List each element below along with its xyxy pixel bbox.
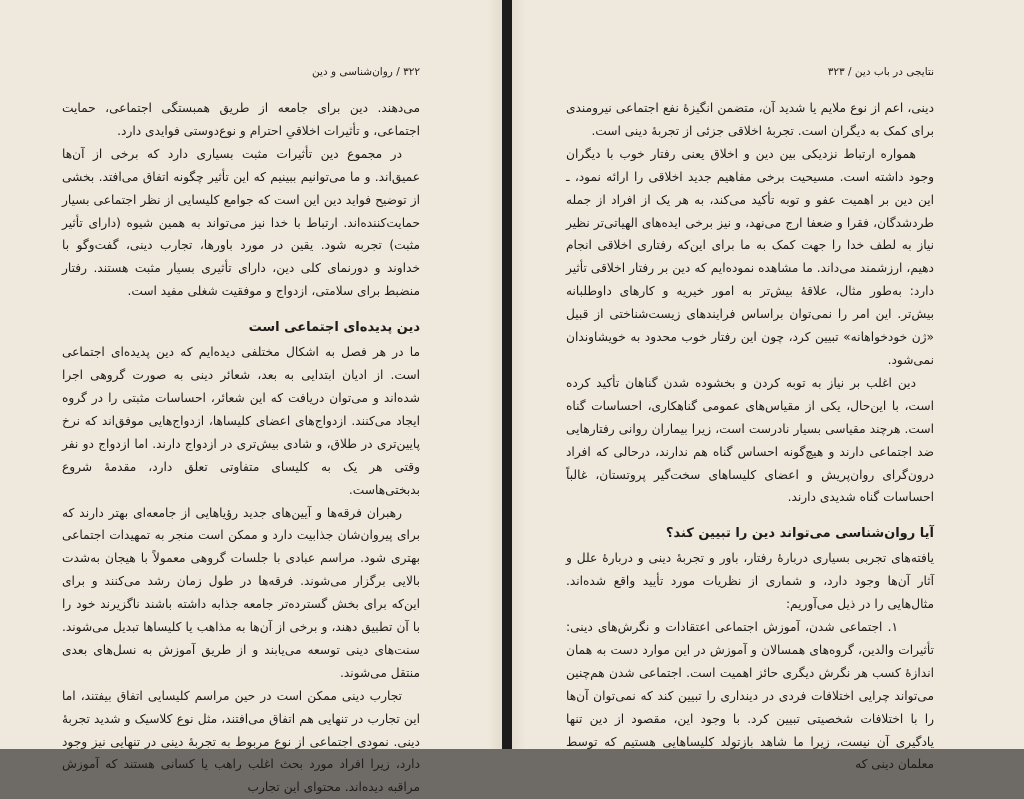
right-page	[512, 0, 1024, 772]
list-item-number: ۱.	[887, 620, 898, 635]
list-item	[566, 616, 934, 776]
paragraph: دینی، اعم از نوع ملایم یا شدید آن، متضمن انگیزهٔ نفع اجتماعی نیرومندی برای کمک به دیگران است. تجربهٔ اخلاقی جزئی از تجربهٔ دینی است.	[566, 101, 934, 138]
left-page	[0, 0, 502, 795]
paragraph: می‌دهند. دین برای جامعه از طریق همبستگی اجتماعی، حمایت اجتماعی، و تأثیرات اخلاقیِ احترام و نوع‌دوستی فوایدی دارد.	[62, 101, 420, 138]
list-item-text: اجتماعی شدن، آموزش اجتماعی اعتقادات و نگرش‌های دینی: تأثیرات والدین، گروه‌های همسالان و آموزش در این موارد دست به همان اندازهٔ کسب هر نگرش دیگری حائز اهمیت است. اجتماعی شدن هم‌چنین می‌تواند چرایی اختلافات فردی در دینداری را تبیین کند که نمی‌توان آن‌ها را با اختلافات شخصیتی تبیین کرد. با وجود این، مقصود از دین تنها یادگیری آن نیست، زیرا ما شاهد بازتولد کلیساهایی هستیم که توسط معلمان دینی که	[566, 620, 934, 772]
section-heading: دین پدیده‌ای اجتماعی است	[248, 320, 420, 336]
book-gutter	[502, 0, 512, 749]
paragraph: تجارب دینی ممکن است در حین مراسم کلیسایی اتفاق بیفتند، اما این تجارب در تنهایی هم اتفاق می‌افتند، مثل نوع کلاسیک و شدید تجربهٔ دینی. نمودی اجتماعی از نوع مربوط به تجربهٔ دینی در تنهایی نیز وجود دارد، زیرا افراد مورد بحث اغلب راهب یا کسانی هستند که آموزش مراقبه دیده‌اند. محتوای این تجارب	[62, 688, 420, 795]
left-page-body	[62, 97, 420, 799]
section-heading: آیا روان‌شناسی می‌تواند دین را تبیین کند؟	[665, 526, 934, 542]
paragraph: رهبران فرقه‌ها و آیین‌های جدید رؤیاهایی از جامعه‌ای بهتر دارند که برای پیروان‌شان جذابیت دارد و ممکن است منجر به تمهیدات اجتماعی بهتری شود. مراسم عبادی با جلسات گروهی معمولاً با هیجان به‌شدت بالایی برگزار می‌شوند. فرقه‌ها در طول زمان رشد می‌کنند و برای این‌که برای بخش گسترده‌تر جامعه جذابه داشته باشند ناگزیرند خود را با آن تطبیق دهند، و برخی از آن‌ها به مذاهب یا کلیساها تبدیل می‌شوند. سنت‌های دینی توسعه می‌یابند و از طریق آموزش به نسل‌های بعدی منتقل می‌شوند.	[62, 505, 420, 680]
paragraph: دین اغلب بر نیاز به توبه کردن و بخشوده شدن گناهان تأکید کرده است، با این‌حال، یکی از مقیاس‌های عمومی گناهکاری، احساسات گناه است. هرچند مقیاسی بسیار نادرست است، زیرا بیماران روانی رفتارهایی ضد اجتماعی دارند و هیچ‌گونه احساس گناه هم ندارند، درحالی که افراد درون‌گرای روان‌پریش و اعضای کلیساهای سخت‌گیر پروتستان، غالباً احساسات گناه شدیدی دارند.	[566, 375, 934, 505]
right-page-header: نتایجی در باب دین / ۳۲۳	[827, 66, 934, 78]
paragraph: یافته‌های تجربی بسیاری دربارهٔ رفتار، باور و تجربهٔ دینی و دربارهٔ علل و آثار آن‌ها وجود دارد، و شماری از نظریات مورد تأیید واقع شده‌اند. مثال‌هایی را در ذیل می‌آوریم:	[566, 551, 934, 612]
right-page-body	[566, 97, 934, 776]
paragraph: همواره ارتباط نزدیکی بین دین و اخلاق یعنی رفتار خوب با دیگران وجود داشته است. مسیحیت برخی مفاهیم جدید اخلاقی را ارائه نمود، ـ این دین بر اهمیت عفو و توبه تأکید می‌کند، به هر یک از افراد از جمله طردشدگان، فقرا و ضعفا ارج می‌نهد، و نیز برخی ایده‌های الهیاتی‌تر نظیر نیاز به لطف خدا را جهت کمک به ما برای این‌که رفتاری اخلاقی انجام دهیم، ارزشمند می‌داند. ما مشاهده نموده‌ایم که دین بر رفتار اخلاقی تأثیر دارد: به‌طور مثال، علاقهٔ بیش‌تر به امور خیریه و کارهای داوطلبانه بیش‌تر. این امر را نمی‌توان براساس فرایندهای زیست‌شناختی از قبیل «ژن خودخواهانه» تبیین کرد، چون این رفتار خوب محدود به خویشاوندان نمی‌شود.	[566, 146, 934, 367]
left-page-header: ۳۲۲ / روان‌شناسی و دین	[312, 66, 420, 78]
paragraph: ما در هر فصل به اشکال مختلفی دیده‌ایم که دین پدیده‌ای اجتماعی است. از ادیان ابتدایی به بعد، شعائر دینی به صورت گروهی اجرا شده‌اند و می‌توان دریافت که این شعائر، احساسات مثبتی را در گروه ایجاد می‌کنند. ازدواج‌های اعضای کلیساها، ازدواج‌هایی موفق‌اند که نرخ پایین‌تری در طلاق، و شادی بیش‌تری در ازدواج دارند. اما ازدواج دو نفر وقتی هر یک به کلیسای متفاوتی تعلق دارد، مقدمهٔ شروع بدبختی‌هاست.	[62, 345, 420, 497]
paragraph: در مجموع دین تأثیرات مثبت بسیاری دارد که برخی از آن‌ها عمیق‌اند. و ما می‌توانیم ببینیم که این تأثیر چگونه اتفاق می‌افتد. بخشی از توضیح فواید دین این است که جوامع کلیسایی از نظر اجتماعی بسیار حمایت‌کننده‌اند. ارتباط با خدا نیز می‌تواند به همین شیوه (دارای تأثیر مثبت) تجربه شود. یقین در مورد باورها، تجارب دینی، گفت‌وگو با خداوند و دورنمای کلی دین، دارای تأثیری بسیار مثبت هستند. رفتار منضبط برای سلامتی، ازدواج و موفقیت شغلی مفید است.	[62, 146, 420, 299]
